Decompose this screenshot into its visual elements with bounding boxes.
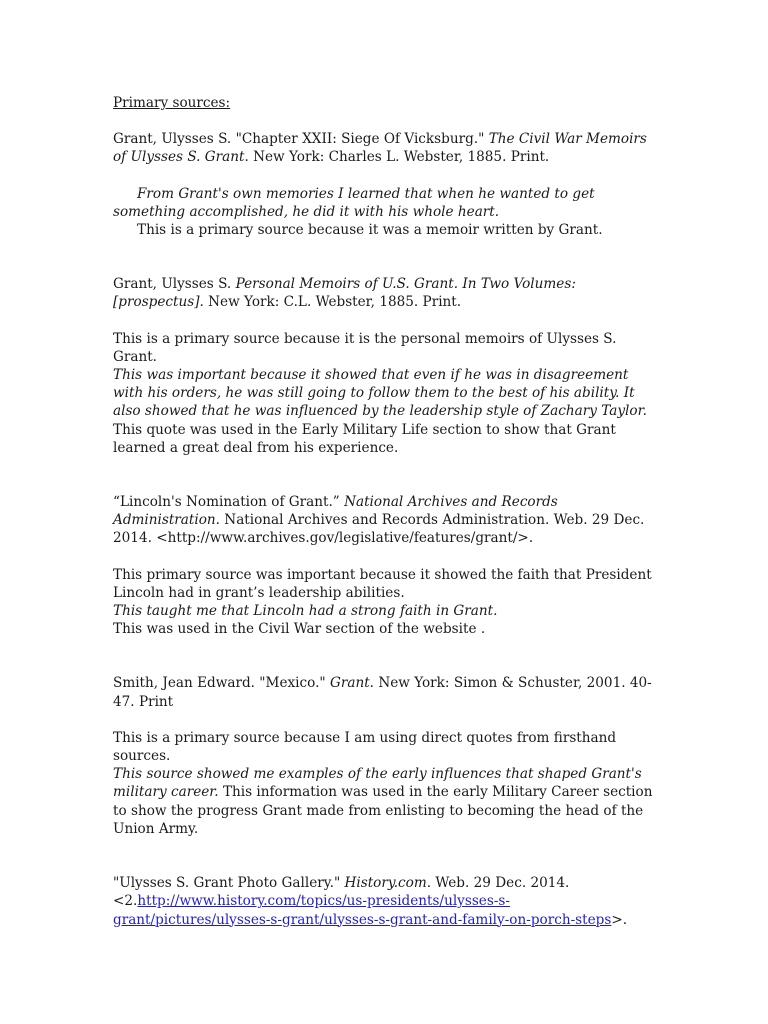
citation-5-title-quote: "Ulysses S. Grant Photo Gallery." <box>113 875 345 892</box>
spacer <box>113 457 658 493</box>
note-3-italic: This taught me that Lincoln had a strong faith in Grant. <box>113 603 498 620</box>
note-3-plain-1: This primary source was important because it showed the faith that President Lincoln had in grant’s leadership abilities. <box>113 566 652 601</box>
citation-3-details: National Archives and Records Administration. Web. 29 Dec. 2014. <http://www.archives.gov/legislative/features/grant/>. <box>113 512 645 547</box>
note-4-plain-1: This is a primary source because I am using direct quotes from firsthand sources. <box>113 729 617 765</box>
citation-4-title: Grant <box>329 675 370 692</box>
citation-2-title: Personal Memoirs of U.S. Grant. In Two Volumes: [prospectus]. <box>113 276 576 311</box>
citation-4-publisher: . New York: Simon & Schuster, 2001. 40-47. Print <box>113 675 652 710</box>
spacer <box>113 312 658 330</box>
citation-5-site: History.com <box>344 875 427 892</box>
spacer <box>113 638 658 674</box>
section-heading: Primary sources: <box>113 95 231 111</box>
citation-3-title-quote: “Lincoln's Nomination of Grant.” <box>113 494 345 511</box>
spacer <box>113 112 658 130</box>
note-2-italic: This was important because it showed that even if he was in disagreement with his orders, he was still going to follow them to the best of his ability. It also showed that he was influenced by the leadership style of Zachary Taylor. <box>113 367 647 420</box>
note-1-plain: This is a primary source because it was a memoir written by Grant. <box>137 222 603 239</box>
citation-3 <box>113 493 658 548</box>
citation-4 <box>113 674 658 710</box>
citation-2 <box>113 275 658 311</box>
citation-5-link[interactable]: http://www.history.com/topics/us-presidents/ulysses-s-grant/pictures/ulysses-s-grant/ulysses-s-grant-and-family-on-porch-steps <box>113 893 612 928</box>
note-2-plain-2: This quote was used in the Early Military Life section to show that Grant learned a great deal from his experience. <box>113 421 616 456</box>
note-4 <box>113 729 658 838</box>
citation-5 <box>113 874 658 929</box>
citation-1-author: Grant, Ulysses S. "Chapter XXII: Siege Of Vicksburg." <box>113 131 489 148</box>
citation-5-end: >. <box>611 911 628 928</box>
note-3-plain-2: This was used in the Civil War section of the website . <box>113 621 486 638</box>
note-2-plain-1: This is a primary source because it is the personal memoirs of Ulysses S. Grant. <box>113 330 617 365</box>
citation-5-details: . Web. 29 Dec. 2014. <2. <box>113 875 570 910</box>
note-2 <box>113 330 658 457</box>
spacer <box>113 711 658 729</box>
citation-3-publisher-title: National Archives and Records Administration. <box>113 494 558 529</box>
note-4-plain-2: This information was used in the early Military Career section to show the progress Grant made from enlisting to becoming the head of the Union Army. <box>113 784 653 837</box>
note-1-italic: From Grant's own memories I learned that when he wanted to get something accomplished, he did it with his whole heart. <box>113 185 595 220</box>
citation-1 <box>113 130 658 166</box>
spacer <box>113 548 658 566</box>
spacer <box>113 239 658 275</box>
document-page <box>113 94 658 929</box>
citation-2-publisher: New York: C.L. Webster, 1885. Print. <box>203 294 462 311</box>
citation-1-title: The Civil War Memoirs of Ulysses S. Grant <box>113 131 647 166</box>
citation-4-author: Smith, Jean Edward. "Mexico." <box>113 675 330 692</box>
note-4-italic: This source showed me examples of the early influences that shaped Grant's military career. <box>113 766 642 801</box>
spacer <box>113 838 658 874</box>
citation-1-publisher: . New York: Charles L. Webster, 1885. Print. <box>244 149 550 166</box>
citation-2-author: Grant, Ulysses S. <box>113 276 236 293</box>
spacer <box>113 167 658 185</box>
